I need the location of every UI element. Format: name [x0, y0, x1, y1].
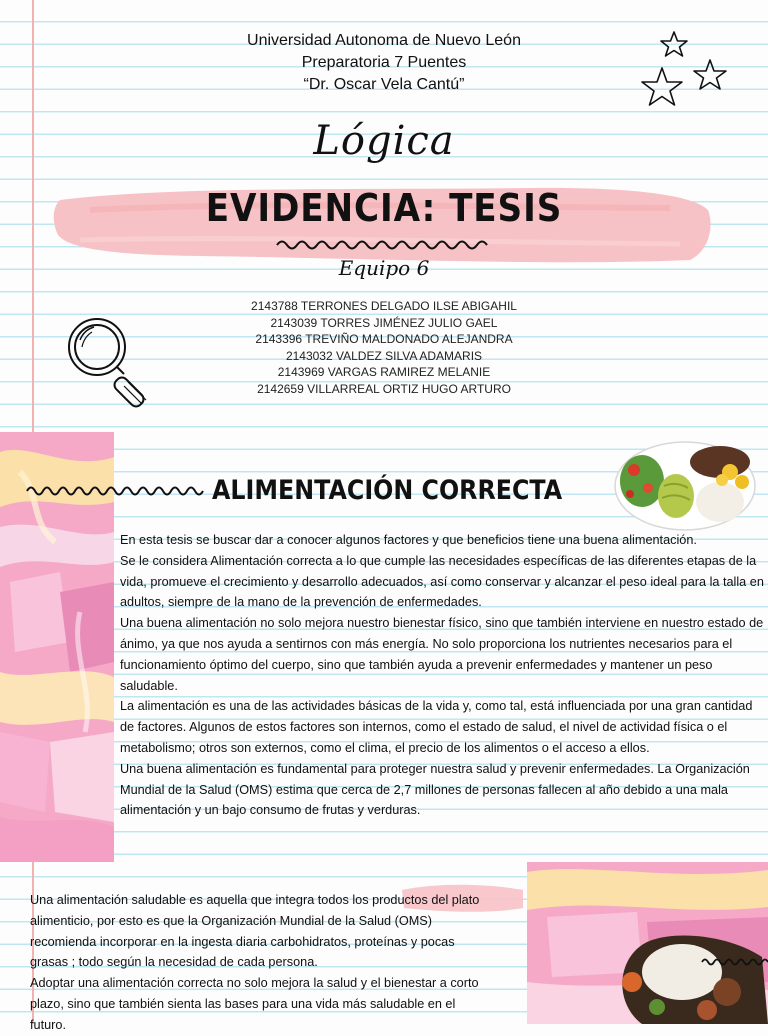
document-title: EVIDENCIA: TESIS	[205, 186, 563, 230]
member-item: 2143788 TERRONES DELGADO ILSE ABIGAHIL	[251, 299, 517, 313]
zigzag-ornament	[700, 955, 768, 969]
paragraph: Se le considera Alimentación correcta a lo que cumple las necesidades específicas de las diferentes etapas de la vida, promueve el crecimiento y desarrollo adecuados, así como conservar y alcanzar el peso ideal para la talla en adultos, siempre de la mano de la prevención de enfermedades.	[120, 553, 764, 610]
paragraph: Adoptar una alimentación correcta no solo mejora la salud y el bienestar a corto plazo, sino que también sienta las bases para una vida más saludable en el futuro.	[30, 976, 479, 1032]
member-item: 2143039 TORRES JIMÉNEZ JULIO GAEL	[270, 315, 498, 330]
school-name: Preparatoria 7 Puentes	[301, 54, 467, 71]
university-name: Universidad Autonoma de Nuevo León	[247, 32, 521, 49]
member-item: 2143969 VARGAS RAMIREZ MELANIE	[277, 365, 491, 379]
member-item: 2143396 TREVIÑO MALDONADO ALEJANDRA	[255, 332, 513, 346]
paragraph: En esta tesis se buscar dar a conocer algunos factores y que beneficios tiene una buena alimentación.	[120, 533, 697, 547]
star-icon	[661, 32, 687, 56]
zigzag-ornament	[25, 480, 205, 500]
paragraph: La alimentación es una de las actividades básicas de la vida y, como tal, está influenciada por una gran cantidad de factores. Algunos de estos factores son internos, como el estado de salud, el nivel de actividad física o el metabolismo; otros son externos, como el clima, el precio de los alimentos o el acceso a ellos.	[120, 699, 753, 755]
school-motto: “Dr. Oscar Vela Cantú”	[303, 76, 465, 93]
section-heading: ALIMENTACIÓN CORRECTA	[212, 475, 563, 506]
star-icon	[642, 68, 682, 105]
food-image-bottom	[612, 932, 768, 1024]
section-body	[120, 530, 765, 821]
member-item: 2143032 VALDEZ SILVA ADAMARIS	[285, 348, 483, 363]
paragraph: Una alimentación saludable es aquella que integra todos los productos del plato alimenticio, por esto es que la Organización Mundial de la Salud (OMS) recomienda incorporar en la ingesta diaria carbohidratos, proteínas y pocas grasas ; todo según la necesidad de cada persona.	[30, 893, 480, 970]
paragraph: Una buena alimentación es fundamental para proteger nuestra salud y prevenir enfermedades. La Organización Mundial de la Salud (OMS) estima que cerca de 2,7 millones de personas fallecen al año debido a una mala alimentación y un bajo consumo de frutas y verduras.	[120, 761, 750, 818]
paragraph: Una buena alimentación no solo mejora nuestro bienestar físico, sino que también interviene en nuestro estado de ánimo, ya que nos ayuda a sentirnos con más energía. No solo proporciona los nutrientes necesarios para el funcionamiento óptimo del cuerpo, sino que también ayuda a prevenir enfermedades y mantener un peso saludable.	[120, 616, 764, 693]
zigzag-underline	[275, 236, 490, 252]
food-plate-image	[612, 436, 758, 532]
member-item: 2142659 VILLARREAL ORTIZ HUGO ARTURO	[257, 381, 511, 396]
subject-title: Lógica	[313, 118, 455, 164]
star-icon	[694, 60, 726, 89]
bottom-body	[30, 890, 485, 1036]
stars-decoration	[628, 28, 738, 123]
magnifier-icon	[62, 312, 162, 412]
team-label: Equipo 6	[338, 256, 430, 280]
